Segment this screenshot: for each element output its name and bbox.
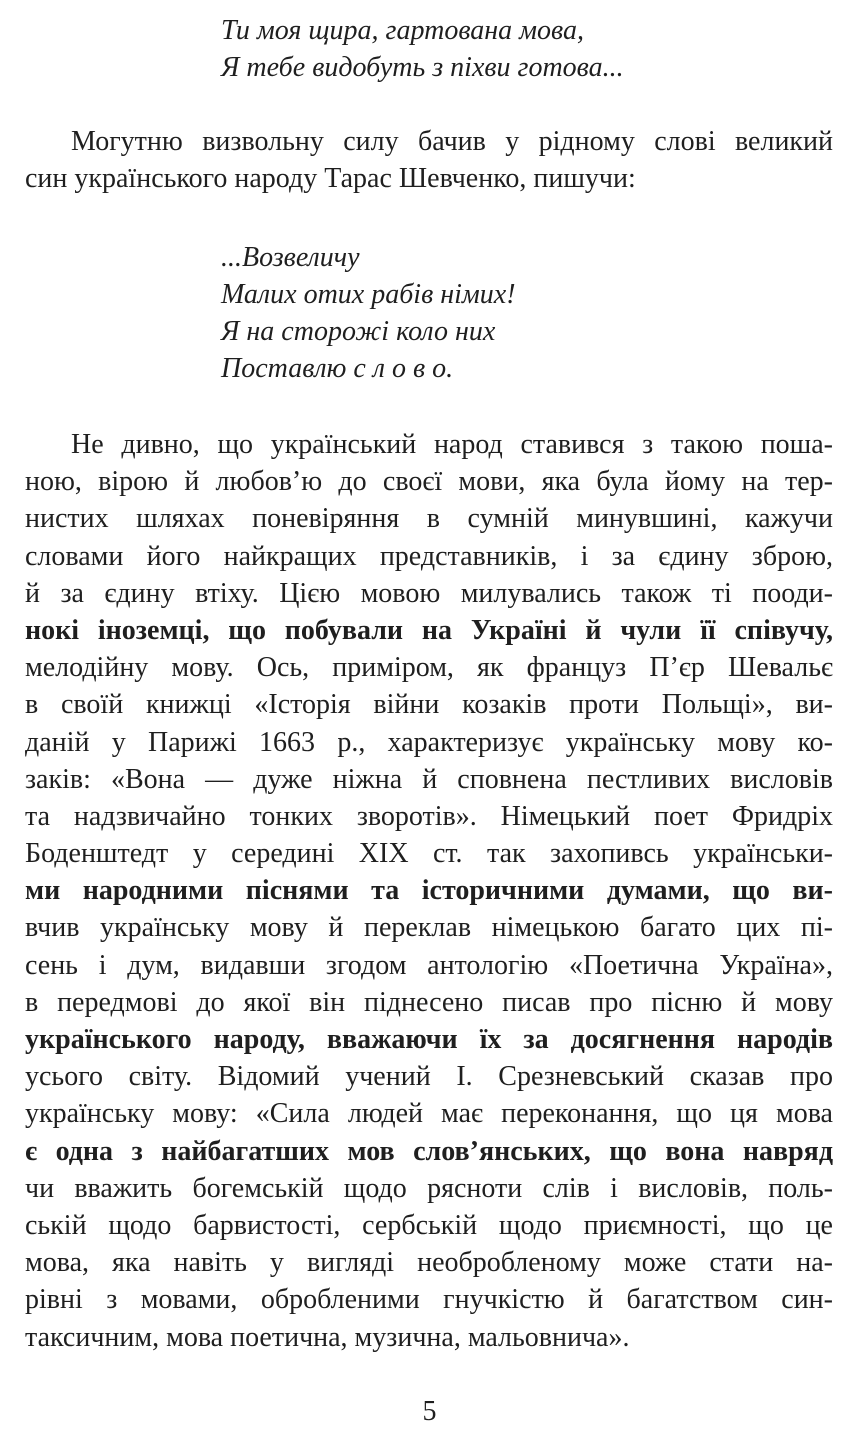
text-line: словами його найкращих представників, і за єдину зброю, bbox=[25, 540, 833, 572]
text-line: мелодійну мову. Ось, приміром, як француз П’єр Шевальє bbox=[25, 652, 833, 684]
page-number: 5 bbox=[422, 1396, 437, 1427]
paragraph-language-praise bbox=[25, 426, 833, 1356]
verse-line: Малих отих рабів німих! bbox=[221, 279, 516, 310]
text-line: ській щодо барвистості, сербській щодо приємності, що це bbox=[25, 1209, 833, 1241]
text-line: рівні з мовами, обробленими гнучкістю й багатством син- bbox=[25, 1284, 833, 1316]
text-line: Могутню визвольну силу бачив у рідному слові великий bbox=[71, 126, 833, 157]
epigraph-verse bbox=[221, 12, 624, 86]
text-line: сень і дум, видавши згодом антологію «Поетична Україна», bbox=[25, 949, 833, 981]
shevchenko-quote-verse bbox=[221, 239, 516, 387]
text-line: ми народними піснями та історичними думами, що ви- bbox=[25, 875, 833, 907]
text-line: таксичним, мова поетична, музична, мальовнича». bbox=[25, 1321, 630, 1353]
paragraph-shevchenko-intro bbox=[25, 123, 833, 197]
verse-line: Я на сторожі коло них bbox=[221, 316, 496, 347]
text-line: вчив українську мову й переклав німецькою багато цих пі- bbox=[25, 912, 833, 944]
text-line: син українського народу Тарас Шевченко, пишучи: bbox=[25, 163, 636, 195]
text-line: ною, вірою й любов’ю до своєї мови, яка була йому на тер- bbox=[25, 466, 833, 498]
verse-line: ...Возвеличу bbox=[221, 242, 360, 273]
text-line: усього світу. Відомий учений І. Срезневський сказав про bbox=[25, 1061, 833, 1093]
text-line: Не дивно, що український народ ставився з такою поша- bbox=[71, 429, 833, 460]
text-line: нистих шляхах поневіряння в сумній минувшині, кажучи bbox=[25, 503, 833, 535]
text-line: є одна з найбагатших мов слов’янських, що вона навряд bbox=[25, 1135, 833, 1167]
verse-line: Ти моя щира, гартована мова, bbox=[221, 15, 585, 46]
verse-line: Поставлю с л о в о. bbox=[221, 353, 454, 384]
text-line: мова, яка навіть у вигляді необробленому може стати на- bbox=[25, 1247, 833, 1279]
text-line: й за єдину втіху. Цією мовою милувались також ті пооди- bbox=[25, 577, 833, 609]
text-line: заків: «Вона — дуже ніжна й сповнена пестливих висловів bbox=[25, 763, 833, 795]
text-line: чи вважить богемській щодо рясноти слів і висловів, поль- bbox=[25, 1172, 833, 1204]
text-line: нокі іноземці, що побували на Україні й чули її співучу, bbox=[25, 614, 833, 646]
text-line: та надзвичайно тонких зворотів». Німецький поет Фридріх bbox=[25, 800, 833, 832]
text-line: українського народу, вважаючи їх за досягнення народів bbox=[25, 1024, 833, 1055]
text-line: в своїй книжці «Історія війни козаків проти Польщі», ви- bbox=[25, 689, 833, 721]
text-line: даній у Парижі 1663 р., характеризує українську мову ко- bbox=[25, 726, 833, 758]
text-line: українську мову: «Сила людей має переконання, що ця мова bbox=[25, 1098, 833, 1130]
text-line: в передмові до якої він піднесено писав про пісню й мову bbox=[25, 986, 833, 1018]
text-line: Боденштедт у середині XIX ст. так захопивсь українськи- bbox=[25, 838, 833, 870]
verse-line: Я тебе видобуть з піхви готова... bbox=[221, 52, 624, 83]
